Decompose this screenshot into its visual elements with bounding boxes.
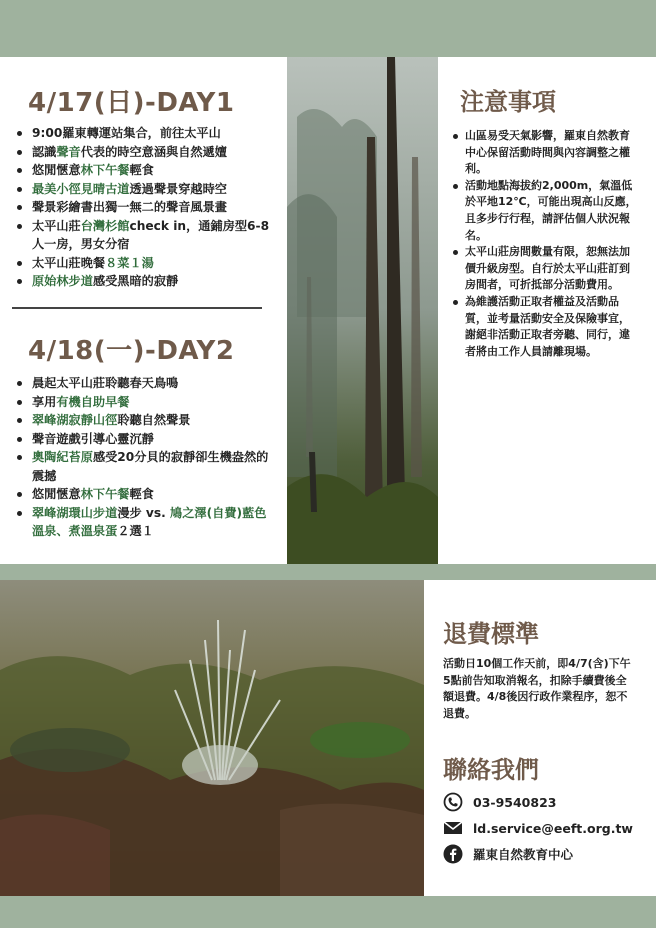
item-text: check in，通鋪房型6-8人一房，男女分宿 (32, 218, 270, 251)
highlight-text: 有機自助早餐 (56, 394, 130, 409)
day1-item (14, 161, 276, 180)
highlight-text: 翠峰湖環山步道 (32, 505, 118, 520)
item-text: 享用 (32, 394, 57, 409)
item-text: 太平山莊 (32, 218, 81, 233)
forest-photo (287, 57, 438, 564)
day2-item (14, 393, 276, 412)
day2-item (14, 374, 276, 393)
day2-item (14, 504, 276, 541)
item-text: 認識 (32, 144, 57, 159)
highlight-text: 最美小徑見晴古道 (32, 181, 130, 196)
item-text: 晨起太平山莊聆聽春天鳥鳴 (32, 376, 179, 390)
moss-photo (0, 580, 424, 896)
highlight-text: ８菜１湯 (105, 255, 154, 270)
item-text: 太平山莊晚餐 (32, 255, 106, 270)
highlight-text: 聲音 (56, 144, 81, 159)
notices-list (452, 128, 640, 360)
day1-item (14, 198, 276, 217)
facebook-page: 羅東自然教育中心 (473, 847, 574, 862)
highlight-text: 鳩之澤(自費)藍色溫泉、煮溫泉蛋 (32, 505, 267, 538)
item-text: 輕食 (129, 487, 154, 501)
day1-list (14, 124, 276, 291)
item-text: 聆聽自然聲景 (117, 413, 191, 427)
highlight-text: 奧陶紀苔原 (32, 450, 93, 464)
section-divider (12, 307, 262, 309)
highlight-text: 翠峰湖寂靜山徑 (32, 413, 118, 427)
notice-item: 山區易受天氣影響，羅東自然教育中心保留活動時間與內容調整之權利。 (452, 128, 640, 178)
notices-title: 注意事項 (460, 88, 556, 116)
highlight-text: 原始林步道 (32, 274, 93, 288)
item-text: 悠閒愜意 (32, 163, 81, 177)
item-text: 透過聲景穿越時空 (129, 181, 227, 196)
contact-facebook[interactable] (443, 844, 573, 864)
highlight-text: 台灣杉館 (80, 218, 130, 233)
day2-item (14, 485, 276, 504)
notice-item: 太平山莊房間數量有限，恕無法加價升級房型。自行於太平山莊訂到房間者，可折抵部分活動費用。 (452, 244, 640, 294)
day2-item (14, 411, 276, 430)
day1-item (14, 180, 276, 199)
refund-title: 退費標準 (443, 620, 539, 648)
mail-icon (443, 818, 463, 838)
day1-title: 4/17(日)-DAY1 (28, 88, 235, 118)
item-text: 9:00羅東轉運站集合，前往太平山 (32, 126, 221, 140)
day2-item (14, 448, 276, 485)
phone-icon (443, 792, 463, 812)
contact-email[interactable] (443, 818, 633, 838)
day2-item (14, 430, 276, 449)
highlight-text: 林下午餐 (80, 487, 130, 501)
highlight-text: 林下午餐 (80, 163, 130, 177)
day1-item (14, 272, 276, 291)
phone-number: 03-9540823 (473, 794, 557, 810)
notice-item: 為維護活動正取者權益及活動品質，並考量活動安全及保險事宜，謝絕非活動正取者旁聽、同行，違者將由工作人員請離現場。 (452, 294, 640, 360)
item-text: 聲音遊戲引導心靈沉靜 (32, 431, 154, 446)
item-text: 聲景彩繪書出獨一無二的聲音風景畫 (32, 200, 227, 214)
day1-item (14, 124, 276, 143)
day2-list (14, 374, 276, 541)
refund-text: 活動日10個工作天前，即4/7(含)下午5點前告知取消報名，扣除手續費後全額退費。4/8後因行政作業程序，恕不退費。 (443, 657, 631, 720)
day1-item (14, 143, 276, 162)
contact-phone[interactable] (443, 792, 556, 812)
item-text: 代表的時空意涵與自然遞嬗 (80, 144, 227, 159)
facebook-icon (443, 844, 463, 864)
notice-item: 活動地點海拔約2,000m，氣溫低於平地12℃，可能出現高山反應，且多步行行程，請評估個人狀況報名。 (452, 178, 640, 244)
item-text: ２選１ (117, 524, 154, 538)
contact-title: 聯絡我們 (443, 756, 539, 784)
item-text: 感受20分貝的寂靜卻生機盎然的震撼 (32, 450, 269, 483)
item-text: 漫步 vs. (117, 505, 171, 520)
item-text: 輕食 (129, 163, 154, 177)
day2-title: 4/18(一)-DAY2 (28, 336, 235, 366)
item-text: 悠閒愜意 (32, 487, 81, 501)
item-text: 感受黑暗的寂靜 (92, 274, 179, 288)
day1-item (14, 254, 276, 273)
email-address: ld.service@eeft.org.tw (473, 820, 633, 836)
day1-item (14, 217, 276, 254)
